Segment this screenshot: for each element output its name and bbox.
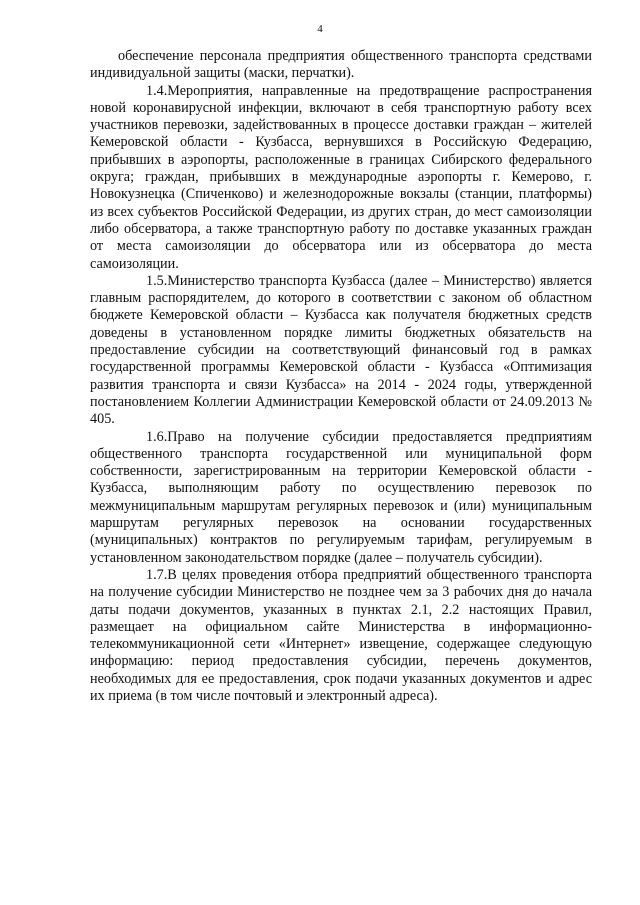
paragraph-text: В целях проведения отбора предприятий общественного транспорта на получение субсидии Министерство не позднее чем за 3 рабочих дня до начала даты подачи документов, указанных в пунктах 2.1, 2.2 настоящих Правил, размещает на официальном сайте Министерства в информационно-телекоммуникационной сети «Интернет» извещение, содержащее следующую информацию: период предоставления субсидии, перечень документов, необходимых для ее предоставления, срок подачи указанных документов и адрес их приема (в том числе почтовый и электронный адреса). [90,566,592,704]
paragraph-text: Мероприятия, направленные на предотвращение распространения новой коронавирусной инфекции, включают в себя транспортную работу всех участников перевозки, задействованных в процессе доставки граждан – жителей Кемеровской области - Кузбасса, вернувшихся в Российскую Федерацию, прибывших в аэропорты, расположенные в границах Сибирского федерального округа; граждан, прибывших в международные аэропорты г. Кемерово, г. Новокузнецка (Спиченково) и железнодорожные вокзалы (станции, платформы) из всех субъектов Российской Федерации, из других стран, до мест самоизоляции либо обсерватора, а также транспортную работу по доставке указанных граждан от места самоизоляции до обсерватора или из обсерватора до места самоизоляции. [90,82,592,272]
paragraph-number: 1.6. [146,428,168,445]
paragraph-1-4 [90,83,592,273]
paragraph-text: обеспечение персонала предприятия общественного транспорта средствами индивидуальной защиты (маски, перчатки). [90,48,592,82]
paragraph-1-5 [90,273,592,429]
paragraph-number: 1.7. [146,566,168,583]
paragraph-text: Право на получение субсидии предоставляется предприятиям общественного транспорта государственной или муниципальной форм собственности, зарегистрированным на территории Кемеровской области - Кузбасса, выполняющим работу по осуществлению перевозок по межмуниципальным маршрутам регулярных перевозок и (или) муниципальным маршрутам регулярных перевозок на основании государственных (муниципальных) контрактов по регулируемым тарифам, регулируемым в установленном законодательством порядке (далее – получатель субсидии). [90,428,592,566]
document-body [90,48,592,705]
paragraph-number: 1.4. [146,82,168,99]
paragraph-1-7 [90,567,592,705]
paragraph-continuation [90,48,592,83]
paragraph-number: 1.5. [146,272,168,289]
paragraph-text: Министерство транспорта Кузбасса (далее – Министерство) является главным распорядителем, до которого в соответствии с законом об областном бюджете Кемеровской области – Кузбасса как получателя бюджетных средств доведены в установленном порядке лимиты бюджетных обязательств на предоставление субсидии на соответствующий финансовый год в рамках государственной программы Кемеровской области - Кузбасса «Оптимизация развития транспорта и связи Кузбасса» на 2014 - 2024 годы, утвержденной постановлением Коллегии Администрации Кемеровской области от 24.09.2013 № 405. [90,272,592,428]
paragraph-1-6 [90,429,592,567]
page-number: 4 [317,23,323,35]
